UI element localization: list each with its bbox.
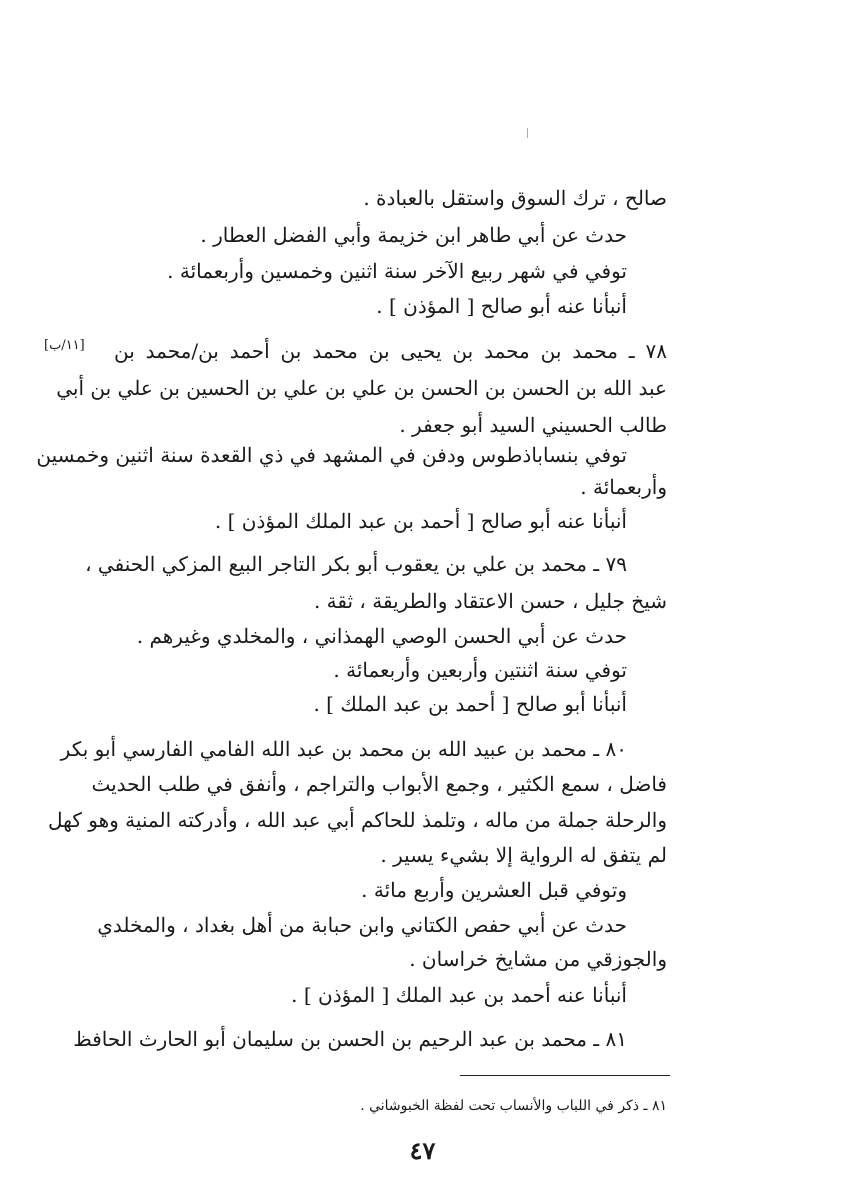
page-number: ٤٧ [409,1136,436,1165]
text-line: أنبأنا عنه أبو صالح [ المؤذن ] . [376,294,627,318]
text-line: فاضل ، سمع الكثير ، وجمع الأبواب والتراجم ، وأنفق في طلب الحديث [91,772,667,796]
text-line: توفي سنة اثنتين وأربعين وأربعمائة . [333,658,627,682]
entry-heading-78: ٧٨ ـ محمد بن محمد بن يحيى بن محمد بن أحمد بن/محمد بن [114,339,667,363]
text-line: شيخ جليل ، حسن الاعتقاد والطريقة ، ثقة . [313,589,667,613]
text-line: حدث عن أبي طاهر ابن خزيمة وأبي الفضل العطار . [200,223,627,247]
text-line: صالح ، ترك السوق واستقل بالعبادة . [363,186,667,210]
margin-folio-reference: [١١/ب] [44,338,85,353]
text-line: والجوزقي من مشايخ خراسان . [409,947,667,971]
text-line: حدث عن أبي الحسن الوصي الهمذاني ، والمخلدي وغيرهم . [136,624,627,648]
text-line: عبد الله بن الحسن بن الحسن بن علي بن علي بن الحسين بن علي بن أبي [56,376,667,400]
entry-heading-81: ٨١ ـ محمد بن عبد الرحيم بن الحسن بن سليمان أبو الحارث الحافظ [73,1027,627,1051]
text-line: أنبأنا عنه أحمد بن عبد الملك [ المؤذن ] . [291,983,627,1007]
text-line: أنبأنا أبو صالح [ أحمد بن عبد الملك ] . [313,692,627,716]
text-line: حدث عن أبي حفص الكتاني وابن حبابة من أهل بغداد ، والمخلدي [97,913,627,937]
entry-heading-79: ٧٩ ـ محمد بن علي بن يعقوب أبو بكر التاجر البيع المزكي الحنفي ، [85,552,627,576]
text-line: وتوفي قبل العشرين وأربع مائة . [361,878,627,902]
text-line: أنبأنا عنه أبو صالح [ أحمد بن عبد الملك المؤذن ] . [214,509,627,533]
footnote-divider [460,1075,670,1076]
text-line: توفي في شهر ربيع الآخر سنة اثنين وخمسين وأربعمائة . [167,259,627,283]
text-line: وأربعمائة . [580,475,667,499]
text-line: لم يتفق له الرواية إلا بشيء يسير . [380,843,667,867]
entry-heading-80: ٨٠ ـ محمد بن عبيد الله بن محمد بن عبد الله الفامي الفارسي أبو بكر [60,737,627,761]
footnote: ٨١ ـ ذكر في اللباب والأنساب تحت لفظة الخبوشاني . [360,1098,667,1114]
text-line: والرحلة جملة من ماله ، وتلمذ للحاكم أبي عبد الله ، وأدركته المنية وهو كهل [48,808,667,832]
scan-mark [527,128,528,138]
text-line: طالب الحسيني السيد أبو جعفر . [399,413,667,437]
text-line: توفي بنساباذطوس ودفن في المشهد في ذي القعدة سنة اثنين وخمسين [36,443,627,467]
